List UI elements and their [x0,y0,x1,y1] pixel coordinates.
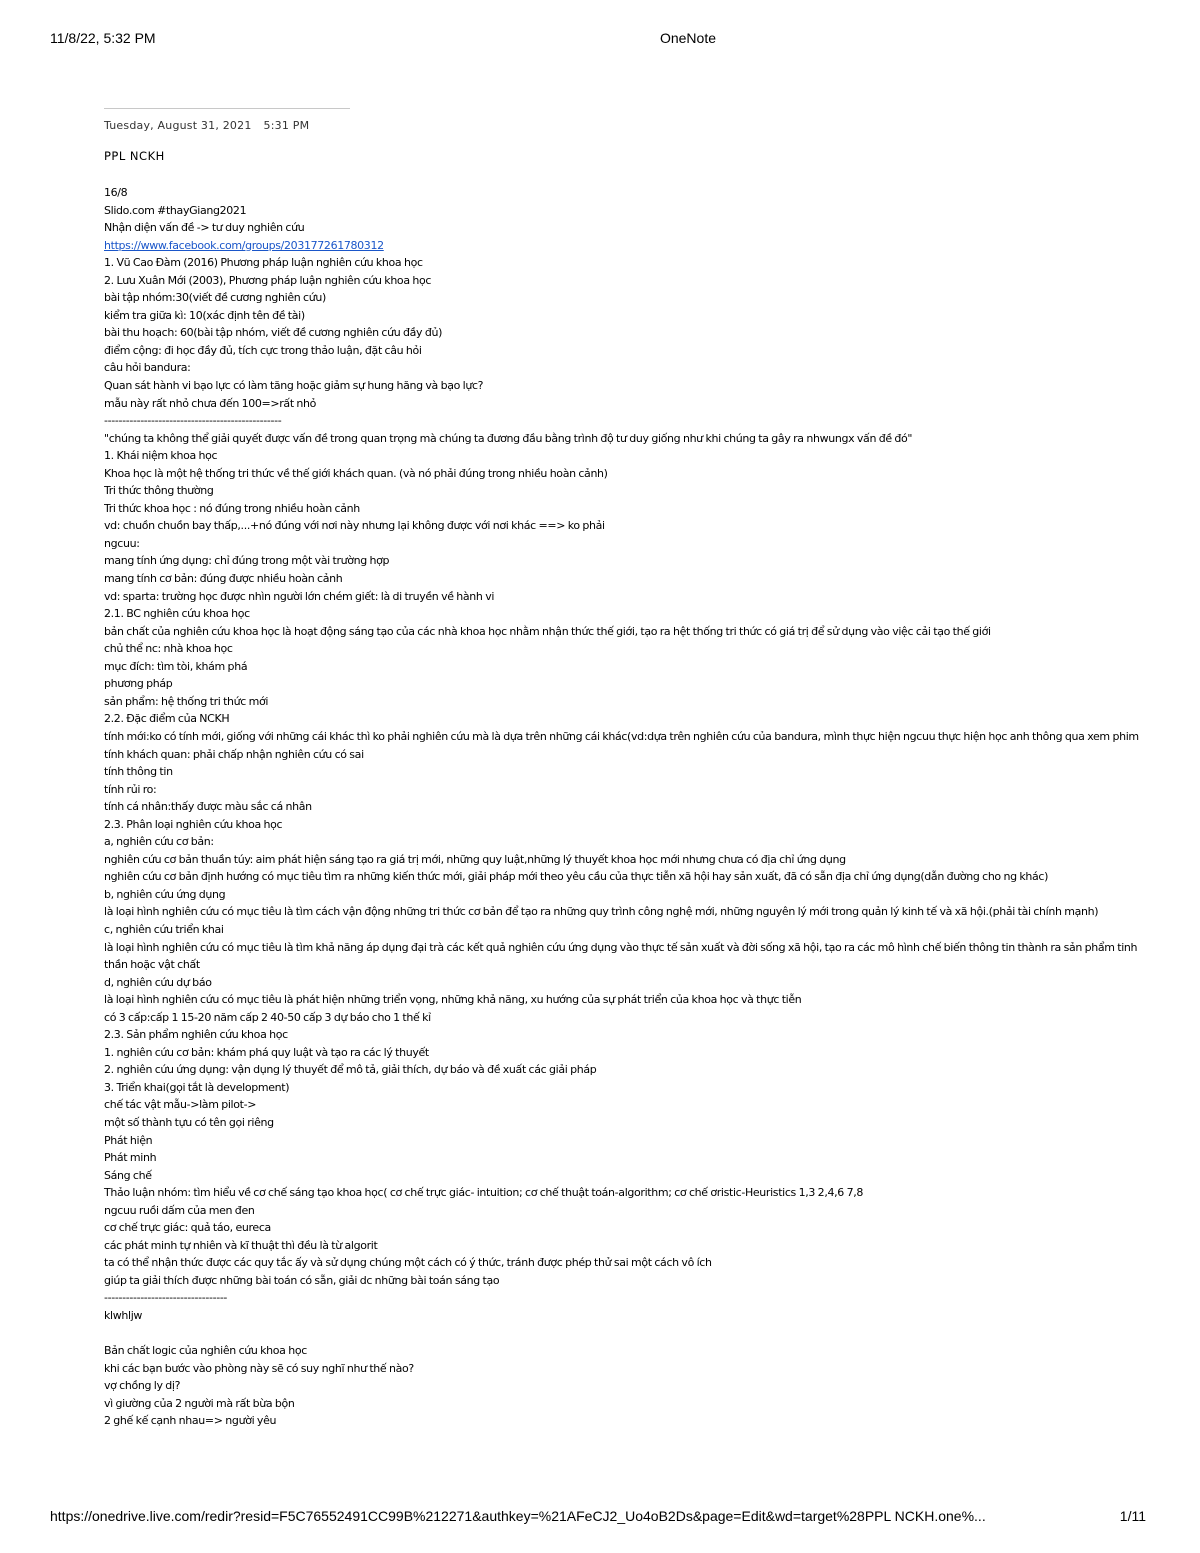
note-line: chủ thể nc: nhà khoa học [104,642,233,656]
note-line: Thảo luận nhóm: tìm hiểu về cơ chế sáng tạo khoa học( cơ chế trực giác- intuition; cơ chế thuật toán-algorithm; cơ chế ơristic-Heuristics 1,3 2,4,6 7,8 [104,1186,864,1200]
note-line: phương pháp [104,677,173,691]
note-line: 2.3. Sản phẩm nghiên cứu khoa học [104,1028,288,1042]
note-time: 5:31 PM [263,119,310,132]
note-timestamp [104,119,309,132]
note-line: bản chất của nghiên cứu khoa học là hoạt động sáng tạo của các nhà khoa học nhằm nhận thức thế giới, tạo ra hệt thống tri thức có giá trị để sử dụng vào việc cải tạo thế giới [104,624,991,638]
note-line: 1. Khái niệm khoa học [104,449,218,463]
note-line: Tri thức thông thường [104,484,214,498]
note-line [104,1325,1150,1343]
note-line: Phát hiện [104,1133,153,1147]
note-line: Sáng chế [104,1168,152,1182]
note-line: là loại hình nghiên cứu có mục tiêu là tìm khả năng áp dụng đại trà các kết quả nghiên cứu ứng dụng vào thực tế sản xuất và đời sống xã hội, tạo ra các mô hình chế biến thông tin thành ra sản phẩm tinh thần hoặc vật chất [104,940,1138,972]
note-body [104,184,1150,1430]
note-line: tính cá nhân:thấy được màu sắc cá nhân [104,800,312,814]
page-title-divider [104,108,350,109]
note-line: tính rủi ro: [104,782,157,796]
note-line: ---------------------------------- [104,1291,228,1305]
note-line: kiểm tra giữa kì: 10(xác định tên đề tài) [104,308,305,322]
note-line: b, nghiên cứu ứng dụng [104,887,226,901]
note-line: bài tập nhóm:30(viết đề cương nghiên cứu) [104,291,326,305]
note-line: một số thành tựu có tên gọi riêng [104,1115,274,1129]
source-url: https://onedrive.live.com/redir?resid=F5C76552491CC99B%212271&authkey=%21AFeCJ2_Uo4oB2Ds&page=Edit&wd=target%28PPL NCKH.one%... [50,1508,986,1524]
note-line: tính mới:ko có tính mới, giống với những cái khác thì ko phải nghiên cứu mà là dựa trên những cái khác(vd:dựa trên nghiên cứu của bandura, mình thực hiện ngcuu thực hiện học anh thông qua xem phim [104,729,1139,743]
note-line: tính khách quan: phải chấp nhận nghiên cứu có sai [104,747,364,761]
note-line: sản phẩm: hệ thống tri thức mới [104,694,269,708]
note-line: 3. Triển khai(gọi tắt là development) [104,1080,290,1094]
note-line: điểm cộng: đi học đầy đủ, tích cực trong thảo luận, đặt câu hỏi [104,343,422,357]
note-line: các phát minh tự nhiên và kĩ thuật thì đều là từ algorit [104,1238,378,1252]
note-line: Slido.com #thayGiang2021 [104,203,247,217]
note-line: c, nghiên cứu triển khai [104,922,224,936]
note-line: tính thông tin [104,765,173,779]
note-line: 2.1. BC nghiên cứu khoa học [104,607,250,621]
page-number: 1/11 [1119,1508,1146,1524]
note-line: mang tính ứng dụng: chỉ đúng trong một vài trường hợp [104,554,390,568]
note-line: cơ chế trực giác: quả táo, eureca [104,1221,271,1235]
print-title [0,30,1200,46]
note-line: mẫu này rất nhỏ chưa đến 100=>rất nhỏ [104,396,317,410]
note-line: chế tác vật mẫu->làm pilot-> [104,1098,257,1112]
print-footer [0,1508,1200,1528]
note-line: ngcuu ruồi dấm của men đen [104,1203,255,1217]
note-line: Nhận diện vấn đề -> tư duy nghiên cứu [104,221,305,235]
note-line: có 3 cấp:cấp 1 15-20 năm cấp 2 40-50 cấp 3 dự báo cho 1 thế kỉ [104,1010,431,1024]
note-line: Phát minh [104,1151,157,1165]
note-line: vd: chuồn chuồn bay thấp,...+nó đúng với nơi này nhưng lại không được với nơi khác ==> ko phải [104,519,605,533]
note-line: 1. Vũ Cao Đàm (2016) Phương pháp luận nghiên cứu khoa học [104,256,423,270]
note-line: a, nghiên cứu cơ bản: [104,835,214,849]
note-date: Tuesday, August 31, 2021 [104,119,252,132]
print-header [0,30,1200,50]
note-line: d, nghiên cứu dự báo [104,975,212,989]
note-line: mục đích: tìm tòi, khám phá [104,659,248,673]
note-line: ngcuu: [104,536,140,550]
print-title-text: OneNote [659,30,717,46]
note-line: klwhljw [104,1309,143,1322]
note-line: bài thu hoạch: 60(bài tập nhóm, viết đề cương nghiên cứu đầy đủ) [104,326,443,340]
note-line: Quan sát hành vi bạo lực có làm tăng hoặc giảm sự hung hăng và bạo lực? [104,379,484,393]
note-line: giúp ta giải thích được những bài toán có sẵn, giải dc những bài toán sáng tạo [104,1273,500,1287]
note-line: vd: sparta: trường học được nhìn người lớn chém giết: là di truyền về hành vi [104,589,495,603]
note-line: là loại hình nghiên cứu có mục tiêu là phát hiện những triển vọng, những khả năng, xu hướng của sự phát triển của khoa học và thực tiễn [104,993,802,1007]
note-line: ta có thể nhận thức được các quy tắc ấy và sử dụng chúng một cách có ý thức, tránh được phép thử sai một cách vô ích [104,1256,712,1270]
note-line: là loại hình nghiên cứu có mục tiêu là tìm cách vận động những tri thức cơ bản để tạo ra những quy trình công nghệ mới, những nguyên lý mới trong quản lý kinh tế và xã hội.(phải tài chính mạnh) [104,905,1099,919]
note-line: 1. nghiên cứu cơ bản: khám phá quy luật và tạo ra các lý thuyết [104,1045,429,1059]
note-line: Tri thức khoa học : nó đúng trong nhiều hoàn cảnh [104,501,360,515]
note-line: nghiên cứu cơ bản định hướng có mục tiêu tìm ra những kiến thức mới, giải pháp mới theo yêu cầu của thực tiễn xã hội hay sản xuất, đã có sẵn địa chỉ ứng dụng(dẫn đường cho ng khác) [104,870,1049,884]
note-line: ------------------------------------------------- [104,414,282,428]
note-line: 2 ghế kế cạnh nhau=> người yêu [104,1414,277,1428]
note-line: Bản chất logic của nghiên cứu khoa học [104,1344,307,1358]
note-line: nghiên cứu cơ bản thuần túy: aim phát hiện sáng tạo ra giá trị mới, những quy luật,những lý thuyết khoa học mới nhưng chưa có địa chỉ ứng dụng [104,852,846,866]
note-line: 2.2. Đặc điểm của NCKH [104,712,230,726]
note-line: 2. Lưu Xuân Mới (2003), Phương pháp luận nghiên cứu khoa học [104,273,432,287]
note-line: mang tính cơ bản: đúng được nhiều hoàn cảnh [104,572,343,586]
note-line: vì giường của 2 người mà rất bừa bộn [104,1396,295,1410]
print-datetime: 11/8/22, 5:32 PM [50,30,156,46]
note-line: Khoa học là một hệ thống tri thức về thế giới khách quan. (và nó phải đúng trong nhiều hoàn cảnh) [104,466,608,480]
note-title: PPL NCKH [104,149,165,163]
note-line: "chúng ta không thể giải quyết được vấn đề trong quan trọng mà chúng ta đương đầu bằng trình độ tư duy giống như khi chúng ta gây ra nhwungx vấn đề đó" [104,431,913,445]
note-line: khi các bạn bước vào phòng này sẽ có suy nghĩ như thế nào? [104,1361,414,1375]
note-line: 16/8 [104,186,128,199]
note-line: vợ chồng ly dị? [104,1379,181,1393]
note-line: 2.3. Phân loại nghiên cứu khoa học [104,817,283,831]
note-link[interactable]: https://www.facebook.com/groups/203177261780312 [104,238,384,252]
note-line: 2. nghiên cứu ứng dụng: vận dụng lý thuyết để mô tả, giải thích, dự báo và đề xuất các giải pháp [104,1063,597,1077]
note-line: câu hỏi bandura: [104,361,191,375]
